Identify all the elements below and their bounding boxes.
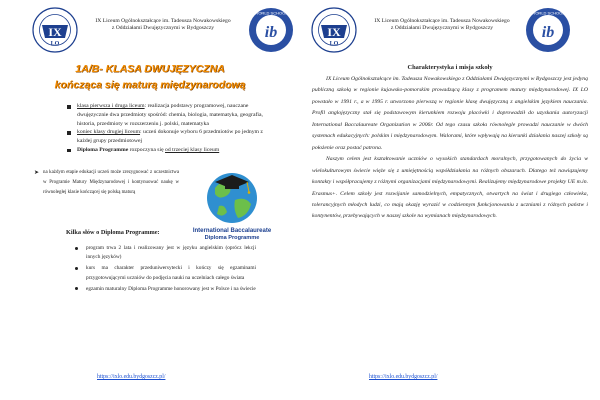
svg-text:WORLD SCHOOL: WORLD SCHOOL xyxy=(531,10,565,16)
mission-text xyxy=(312,74,588,223)
class-info-list xyxy=(70,102,266,155)
page-title-line2: kończąca się maturą międzynarodową xyxy=(54,79,246,91)
arrow-right-icon: ➤ xyxy=(34,170,40,176)
resignation-note: ➤ na każdym etapie edukacji uczeń może zrezygnować z uczestnictwa w Programie Matury Międzynarodowej i kontynuować naukę w równoległej klasie kończącej się polską maturą xyxy=(34,170,179,195)
svg-text:WORLD SCHOOL: WORLD SCHOOL xyxy=(254,10,288,16)
list-item: klasa pierwsza i druga liceum: realizacja podstawy programowej, nauczane dwujęzycznie dwa przedmioty spośród: chemia, biologia, matematyka, geografia, historia, przedmioty w rozszerzeniu j. polski, matematyka xyxy=(70,102,266,128)
ib-diploma-programme-logo xyxy=(193,166,271,244)
school-website-link[interactable]: https://ixlo.edu.bydgoszcz.pl/ xyxy=(97,374,166,380)
svg-text:International Baccalaureate: International Baccalaureate xyxy=(193,228,271,234)
svg-text:IX: IX xyxy=(48,25,62,39)
list-item: egzamin maturalny Diploma Programme honorowany jest w Polsce i na świecie xyxy=(83,285,256,294)
school-name: IX Liceum Ogólnokształcące im. Tadeusza Nowakowskiego z Oddziałami Dwujęzycznymi w Bydgoszczy xyxy=(95,18,231,31)
ix-lo-logo xyxy=(32,7,78,53)
section-heading: Kilka słów o Diploma Programme: xyxy=(66,229,160,236)
ix-lo-logo xyxy=(311,7,357,53)
list-item: kurs ma charakter przeduniwersytecki i kończy się egzaminami przygotowującymi uczniów do podjęcia nauki na uczelniach całego świata xyxy=(83,264,256,282)
list-item: koniec klasy drugiej liceum: uczeń dokonuje wyboru 6 przedmiotów po jednym z każdej grupy przedmiotowej xyxy=(70,128,266,146)
paragraph: IX Liceum Ogólnokształcące im. Tadeusza Nowakowskiego z Oddziałami Dwujęzycznymi w Bydgoszczy jest jedyną publiczną szkołą w regionie kujawsko-pomorskim prowadzącą klasy z programem matury międzynarodowej. IX LO powstało w 1991 r., a w 1995 r. utworzono pierwszą w regionie klasę dwujęzyczną z angielskim językiem nauczania. Profil anglojęzyczny stał się podstawowym kierunkiem rozwoju placówki i doprowadził do uzyskania autoryzacji International Baccalaureate Organization w 2006r. Od tego czasu szkoła równolegle prowadzi nauczanie w dwóch systemach edukacyjnych: polskim i międzynarodowym. Walorami, które wpływają na kierunki działania naszej szkoły są położenie oraz postać patrona. xyxy=(312,76,588,151)
svg-text:LO: LO xyxy=(329,41,339,47)
list-item: Diploma Programme rozpoczyna się od trzeciej klasy liceum xyxy=(70,146,266,155)
svg-text:ib: ib xyxy=(541,24,555,41)
svg-text:Diploma Programme: Diploma Programme xyxy=(204,235,260,241)
section-title: Charakterystyka i misja szkoły xyxy=(407,64,493,71)
ib-world-school-logo xyxy=(525,7,571,53)
header-left xyxy=(32,7,294,53)
school-name: IX Liceum Ogólnokształcące im. Tadeusza Nowakowskiego z Oddziałami Dwujęzycznymi w Bydgoszczy xyxy=(374,18,510,31)
svg-text:ib: ib xyxy=(264,24,278,41)
ib-world-school-logo xyxy=(248,7,294,53)
svg-text:IX: IX xyxy=(327,25,341,39)
svg-text:LO: LO xyxy=(50,41,60,47)
school-website-link[interactable]: https://ixlo.edu.bydgoszcz.pl/ xyxy=(369,374,438,380)
page-title-line1: 1A/B- KLASA DWUJĘZYCZNA xyxy=(75,63,225,75)
list-item: program trwa 2 lata i realizowany jest w języku angielskim (oprócz lekcji innych języków) xyxy=(83,244,256,262)
diploma-info-list xyxy=(83,244,256,296)
right-page xyxy=(300,0,600,400)
header-right xyxy=(311,7,571,53)
paragraph: Naszym celem jest kształtowanie uczniów o wysokich standardach moralnych, przygotowanych do życia w wielokulturowym świecie więże się z umiejętnością współdziałania na różnych obszarach. Dlatego też nawiązujemy kontakty i współpracujemy z różnymi organizacjami międzynarodowymi. Realizujemy międzynarodowe projekty UE m.in. Erasmus+. Celem szkoły jest rozwijanie samodzielnych, empatycznych, otwartych na świat i drugiego człowieka, tolerancyjnych młodych ludzi, co mają okazję wyrazić w codziennym funkcjonowaniu z uczniami z różnych państw i kontynentów, przebywających w naszej szkole na wymianach międzynarodowych. xyxy=(312,156,588,220)
